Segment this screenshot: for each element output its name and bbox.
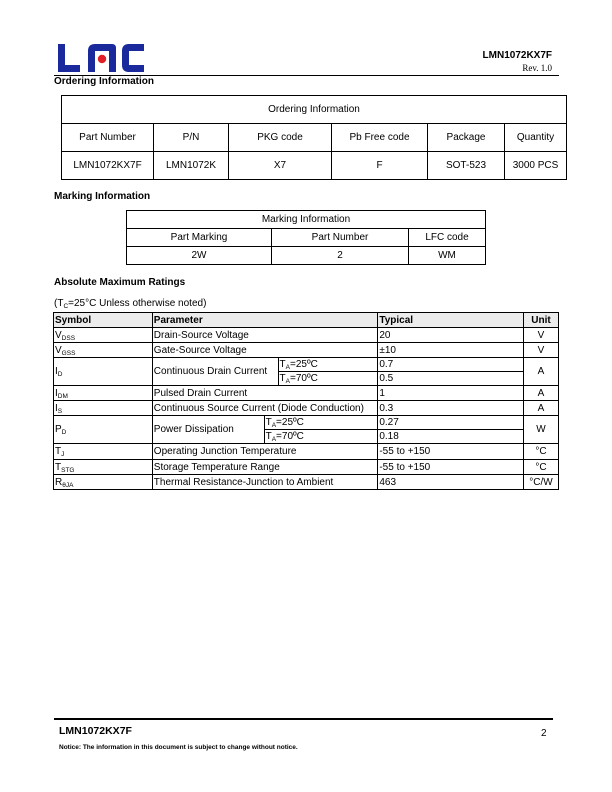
value-cell: 0.3 <box>378 401 524 416</box>
table-row <box>54 444 559 460</box>
ordering-cell: SOT-523 <box>428 152 505 180</box>
value-cell: -55 to +150 <box>378 460 524 475</box>
marking-col-header: LFC code <box>409 229 486 247</box>
marking-cell: 2W <box>127 247 272 265</box>
condition-cell: $T_A=70ºC$ <box>264 430 378 444</box>
ordering-cell: F <box>332 152 428 180</box>
marking-cell: 2 <box>272 247 409 265</box>
ordering-cell: LMN1072K <box>154 152 229 180</box>
value-cell: 1 <box>378 386 524 401</box>
symbol-cell: $P_D$ <box>54 416 153 444</box>
ordering-col-header: Quantity <box>505 124 567 152</box>
value-cell: 0.5 <box>378 372 524 386</box>
symbol-cell: $T_J$ <box>54 444 153 460</box>
condition-cell: $T_A=70ºC$ <box>278 372 378 386</box>
lfc-logo <box>58 44 144 72</box>
ordering-section-title: Ordering Information <box>54 76 154 87</box>
symbol-cell: $T_{STG}$ <box>54 460 153 475</box>
ratings-header-parameter: Parameter <box>152 313 378 328</box>
parameter-cell: Continuous Drain Current <box>152 358 278 386</box>
footer-notice: Notice: The information in this document is subject to change without notice. <box>59 744 298 751</box>
ordering-col-header: Package <box>428 124 505 152</box>
symbol-cell: $V_{DSS}$ <box>54 328 153 343</box>
symbol-cell: $I_S$ <box>54 401 153 416</box>
marking-col-header: Part Number <box>272 229 409 247</box>
parameter-cell: Thermal Resistance-Junction to Ambient <box>152 475 378 490</box>
ordering-cell: X7 <box>229 152 332 180</box>
condition-cell: $T_A=25ºC$ <box>264 416 378 430</box>
symbol-cell: $I_D$ <box>54 358 153 386</box>
ratings-header-symbol: Symbol <box>54 313 153 328</box>
parameter-cell: Operating Junction Temperature <box>152 444 378 460</box>
parameter-cell: Pulsed Drain Current <box>152 386 378 401</box>
ordering-table-title: Ordering Information <box>62 96 567 124</box>
marking-section-title: Marking Information <box>54 191 151 202</box>
marking-table-title: Marking Information <box>127 211 486 229</box>
ratings-header-typical: Typical <box>378 313 524 328</box>
marking-cell: WM <box>409 247 486 265</box>
ordering-cell: 3000 PCS <box>505 152 567 180</box>
value-cell: ±10 <box>378 343 524 358</box>
table-row <box>54 475 559 490</box>
ordering-cell: LMN1072KX7F <box>62 152 154 180</box>
table-row <box>54 343 559 358</box>
ratings-condition-note: ($T_C=25^\circ C$ Unless otherwise noted) <box>54 298 207 310</box>
condition-cell: $T_A=25ºC$ <box>278 358 378 372</box>
table-row <box>54 401 559 416</box>
parameter-cell: Gate-Source Voltage <box>152 343 378 358</box>
document-part-number: LMN1072KX7F <box>482 50 552 61</box>
value-cell: 0.7 <box>378 358 524 372</box>
ordering-col-header: P/N <box>154 124 229 152</box>
page-number: 2 <box>541 728 547 739</box>
ordering-col-header: Part Number <box>62 124 154 152</box>
ordering-col-header: PKG code <box>229 124 332 152</box>
footer-part-number: LMN1072KX7F <box>59 725 132 737</box>
value-cell: 0.27 <box>378 416 524 430</box>
ratings-table <box>53 312 559 490</box>
parameter-cell: Power Dissipation <box>152 416 264 444</box>
table-row <box>54 460 559 475</box>
table-row <box>54 328 559 343</box>
ordering-table <box>61 95 567 180</box>
marking-col-header: Part Marking <box>127 229 272 247</box>
symbol-cell: $R_{\theta JA}$ <box>54 475 153 490</box>
ordering-col-header: Pb Free code <box>332 124 428 152</box>
parameter-cell: Continuous Source Current (Diode Conduction) <box>152 401 378 416</box>
ratings-section-title: Absolute Maximum Ratings <box>54 277 186 288</box>
value-cell: 20 <box>378 328 524 343</box>
table-row <box>54 416 559 430</box>
table-row <box>54 358 559 372</box>
table-row <box>54 386 559 401</box>
unit-cell: °C/W <box>523 475 558 490</box>
marking-table <box>126 210 486 265</box>
unit-cell: A <box>523 386 558 401</box>
parameter-cell: Storage Temperature Range <box>152 460 378 475</box>
value-cell: -55 to +150 <box>378 444 524 460</box>
value-cell: 0.18 <box>378 430 524 444</box>
parameter-cell: Drain-Source Voltage <box>152 328 378 343</box>
document-revision: Rev. 1.0 <box>522 63 552 73</box>
ratings-header-unit: Unit <box>523 313 558 328</box>
unit-cell: °C <box>523 444 558 460</box>
unit-cell: W <box>523 416 558 444</box>
value-cell: 463 <box>378 475 524 490</box>
symbol-cell: $I_{DM}$ <box>54 386 153 401</box>
symbol-cell: $V_{GSS}$ <box>54 343 153 358</box>
footer-divider <box>54 718 553 720</box>
unit-cell: A <box>523 401 558 416</box>
unit-cell: V <box>523 343 558 358</box>
unit-cell: V <box>523 328 558 343</box>
unit-cell: °C <box>523 460 558 475</box>
unit-cell: A <box>523 358 558 386</box>
